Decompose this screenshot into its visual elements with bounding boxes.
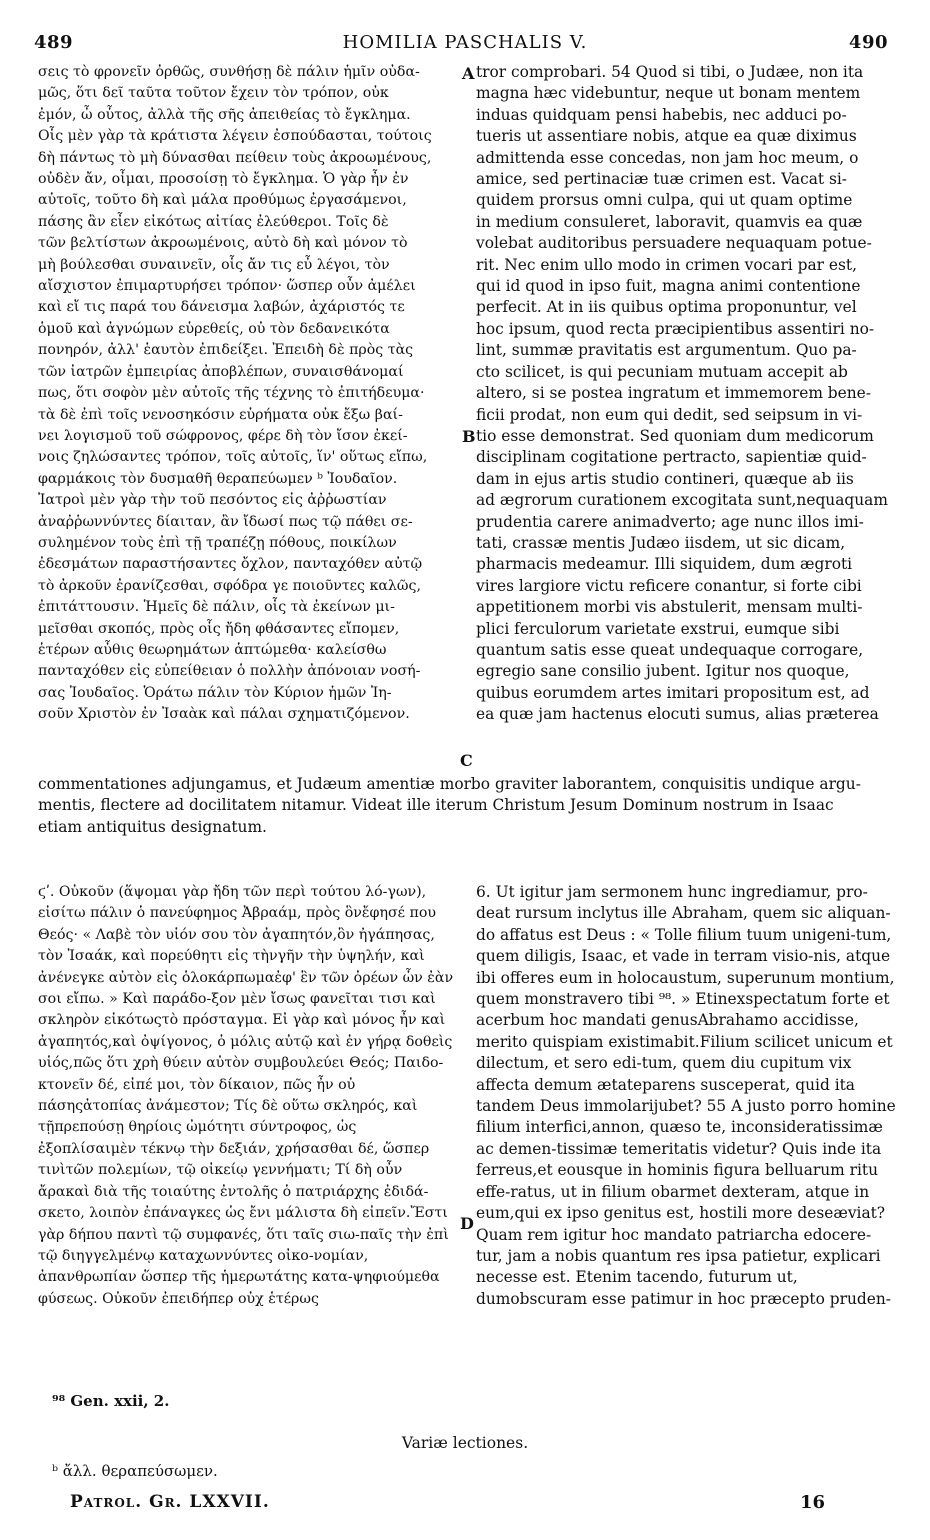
greek-line: νοις ζηλώσαντες τρόπον, τοῖς αὐτοῖς, ἵν' οὕτως εἴπω, <box>38 449 428 466</box>
latin-line: egregio sane consilio jubent. Igitur nos quoque, <box>476 662 850 681</box>
latin-line: parens susceperat, quid ita tandem Deus immolari <box>476 1075 855 1116</box>
greek-line: Οἷς μὲν γὰρ τὰ κράτιστα λέγειν ἐσπούδασται, τούτοις <box>38 128 432 145</box>
latin-line: pharmacis medeamur. Illi siquidem, dum ægroti <box>476 555 853 574</box>
greek-line: Ἔστι γὰρ δήπου παντὶ τῷ συμφανές, ὅτι ταῖς σιω- <box>38 1205 448 1243</box>
greek-line: πρεπούσῃ θηρίοις ὠμότητι σύντροφος, ὡς ἐξοπλίσαι <box>38 1119 357 1157</box>
latin-line: perfecit. At in iis quibus optima proponuntur, vel <box>476 298 857 317</box>
greek-line: πῶς ὅτι χρὴ θύειν αὐτὸν συμβουλεύει Θεός; Παιδο- <box>73 1055 444 1072</box>
latin-line: tissimæ temeritatis videtur? Quis inde ita ferreus, <box>476 1139 882 1180</box>
latin-line: dam in ejus artis studio contineri, quæque ab iis <box>476 469 854 488</box>
latin-line: unum montium, quem monstravero tibi ⁹⁸. » Et <box>476 968 895 1009</box>
margin-letter-d: D <box>460 1214 474 1233</box>
latin-line: Abrahamo accidisse, merito quispiam existimabit. <box>476 1011 859 1051</box>
greek-line: μῶς, ὅτι δεῖ ταῦτα τοῦτον ἔχειν τὸν τρόπον, οὐκ <box>38 85 389 102</box>
greek-line: σεις τὸ φρονεῖν ὀρθῶς, συνθήσῃ δὲ πάλιν ἡμῖν οὐδα- <box>38 64 420 80</box>
greek-line: φαρμάκοις τὸν δυσμαθῆ θεραπεύωμεν ᵇ Ἰουδαῖον. <box>38 470 398 487</box>
latin-line: plici ferculorum varietate exstrui, eumque sibi <box>476 619 840 638</box>
latin-line: lint, summæ pravitatis est argumentum. Quo pa- <box>476 341 857 360</box>
latin-column-bottom <box>476 882 896 1310</box>
greek-line: ἐμόν, ὦ οὗτος, ἀλλὰ τῆς σῆς ἀπειθείας τὸ ἔγκλημα. <box>38 106 411 123</box>
latin-line: cto scilicet, is qui pecuniam mutuam accepit ab <box>476 362 848 381</box>
greek-column-bottom <box>38 882 458 1310</box>
greek-line: οὐδὲν ἄν, οἶμαι, προσοίσῃ τὸ ἔγκλημα. Ὁ γὰρ ἦν ἐν <box>38 171 409 188</box>
greek-line: σκετο, λοιπὸν ἐπάναγκες ὡς ἔνι μάλιστα δὴ εἰπεῖν. <box>38 1205 411 1222</box>
greek-line: αὐτοῖς, τοῦτο δὴ καὶ μάλα προθύμως ἐργασάμενοι, <box>38 192 407 209</box>
greek-line: ἀναῤῥωννύντες δίαιταν, ἂν ἴδωσί πως τῷ πάθει σε- <box>38 513 413 530</box>
greek-line: καὶ ὀψίγονος, ὁ μόλις αὐτῷ καὶ ἐν γήρᾳ δοθεὶς υἱός, <box>38 1033 453 1072</box>
latin-line: ficii prodat, non eum qui dedit, sed seipsum in vi- <box>476 405 863 424</box>
page-number-right: 490 <box>848 32 888 53</box>
series-signature: Patrol. Gr. LXXVII. <box>70 1492 270 1512</box>
latin-line: tueris ut assentiare nobis, atque ea quæ diximus <box>476 127 857 146</box>
greek-line: γων), εἰσίτω πάλιν ὁ πανεύφημος Ἀβραάμ, πρὸς ὃν <box>38 884 427 922</box>
greek-line: πάσης ἂν εἶεν εἰκότως αἰτίας ἐλεύθεροι. Τοῖς δὲ <box>38 213 389 230</box>
latin-line: quidem prorsus omni culpa, qui ut quam optime <box>476 191 853 210</box>
latin-line: in medium consuleret, laboravit, quamvis ea quæ <box>476 212 863 231</box>
greek-line: μὴ βούλεσθαι συναινεῖν, οἷς ἄν τις εὖ λέγοι, τὸν <box>38 256 390 273</box>
variae-lectiones-heading: Variæ lectiones. <box>401 1434 529 1452</box>
latin-line: quibus eorumdem artes imitari propositum est, ad <box>476 683 870 702</box>
greek-line: ἀτοπίας ἀνάμεστον; Τίς δὲ οὕτω σκληρός, καὶ τῇ <box>38 1098 418 1136</box>
variant-note: ᵇ ἄλλ. θεραπεύσωμεν. <box>52 1462 218 1480</box>
latin-line: nis, atque ibi offeres eum in holocaustum, super <box>476 947 891 987</box>
latin-line: Filium scilicet unicum et dilectum, et sero edi- <box>476 1032 893 1073</box>
full-width-line: mentis, flectere ad docilitatem nitamur. Videat ille iterum Christum Jesum Dominum nostrum in Isaac <box>38 796 834 815</box>
latin-line: tum, quem diu cupitum vix affecta demum ætate <box>476 1054 852 1094</box>
latin-line: induas quidquam pensi habebis, nec adduci po- <box>476 105 847 124</box>
latin-line: rit. Nec enim ullo modo in crimen vocari par est, <box>476 255 857 274</box>
gathering-number: 16 <box>800 1492 826 1513</box>
greek-line: μεῖσθαι σκοπός, πρὸς οἷς ἤδη φθάσαντες εἴπομεν, <box>38 620 400 637</box>
latin-line: hoc ipsum, quod recta præcipientibus assentiri no- <box>476 319 875 338</box>
greek-line: παῖς τὴν ἐπὶ τῷ διηγγελμένῳ καταχωννύντες οἰκο- <box>38 1226 449 1264</box>
greek-line: καὶ εἴ τις παρά του δάνεισμα λαβών, ἀχάριστός τε <box>38 299 405 316</box>
latin-line: tror comprobari. 54 Quod si tibi, o Judæe, non ita <box>476 63 864 81</box>
latin-line: volebat auditoribus persuadere nequaquam potue- <box>476 234 872 253</box>
latin-line: inexspectatum forte et acerbum hoc mandati genus <box>476 990 890 1030</box>
latin-line: tur, jam a nobis quantum res ipsa patietur, expli <box>476 1246 851 1265</box>
latin-line: 6. Ut igitur jam sermonem hunc ingrediamur, pro- <box>476 883 868 901</box>
greek-line: τῶν ἰατρῶν ἐμπειρίας ἀποβλέπων, συναισθάνομαί <box>38 363 404 380</box>
greek-line: μὲν τέκνῳ τὴν δεξιάν, χρήσασθαι δέ, ὥσπερ τινὶ <box>38 1140 430 1179</box>
latin-column-top <box>476 62 896 726</box>
greek-line: νομίαν, ἀπανθρωπίαν ὥσπερ τῆς ἡμερωτάτης κατα- <box>38 1247 369 1286</box>
greek-line: πανταχόθεν εἰς εὐπείθειαν ὁ πολλὴν ἀπόνοιαν νοσή- <box>38 663 421 680</box>
latin-line: et eousque in hominis figura belluarum ritu effe- <box>476 1161 879 1201</box>
latin-line: ratus, ut in filium obarmet dexteram, atque in eum, <box>476 1182 870 1223</box>
latin-line: qui ex ipso genitus est, hostili more deseæviat? <box>514 1204 886 1223</box>
latin-line: Quam rem igitur hoc mandato patriarcha edocere- <box>476 1225 872 1244</box>
page-number-left: 489 <box>34 32 74 53</box>
latin-line: vires largiore victu reficere conantur, si forte cibi <box>476 576 862 595</box>
greek-line: σας Ἰουδαῖος. Ὁράτω πάλιν τὸν Κύριον ἡμῶν Ἰη- <box>38 684 392 701</box>
greek-line: σοῦν Χριστὸν ἐν Ἰσαὰκ καὶ πάλαι σχηματιζόμενον. <box>38 706 410 723</box>
latin-line: prudentia carere animadverto; age nunc illos imi- <box>476 512 864 531</box>
latin-line: qui id quod in ipso fuit, magna animi contentione <box>476 277 861 296</box>
greek-line: ὃν ἠγάπησας, τὸν Ἰσαάκ, καὶ πορεύθητι εἰς τὴν <box>38 926 435 965</box>
latin-line: ad ægrorum curationem excogitata sunt,nequaquam <box>476 491 888 510</box>
greek-line: νει λογισμοῦ τοῦ σώφρονος, φέρε δὴ τὸν ἴσον ἐκεί- <box>38 427 408 444</box>
margin-letter-c: C <box>460 751 473 770</box>
greek-line: κτονεῖν δέ, εἰπέ μοι, τὸν δίκαιον, πῶς ἦν οὐ πάσης <box>38 1076 356 1115</box>
full-width-paragraph <box>38 774 894 838</box>
greek-line: ψηφιούμεθα φύσεως. Οὐκοῦν ἐπειδήπερ οὐχ ἑτέρως <box>38 1269 440 1307</box>
full-width-line: commentationes adjungamus, et Judæum amentiæ morbo graviter laborantem, conquisitis undique argu- <box>38 775 861 793</box>
latin-line: obscuram esse patimur in hoc præcepto pruden- <box>510 1289 891 1308</box>
latin-line: altero, si se postea ingratum et immemorem bene- <box>476 384 871 403</box>
full-width-line: etiam antiquitus designatum. <box>38 817 267 836</box>
greek-line: ϛʹ. Οὐκοῦν (ἅψομαι γὰρ ἤδη τῶν περὶ τούτου λό- <box>38 884 388 900</box>
greek-line: πονηρόν, ἀλλ' ἑαυτὸν ἐπιδείξει. Ἐπειδὴ δὲ πρὸς τὰς <box>38 342 414 359</box>
latin-line: quantum satis esse queat undequaque corrogare, <box>476 640 864 659</box>
latin-line: deat rursum inclytus ille Abraham, quem sic aliquan- <box>476 904 891 923</box>
latin-line: disciplinam cogitatione pertracto, sapientiæ quid- <box>476 448 867 467</box>
latin-line: tio esse demonstrat. Sed quoniam dum medicorum <box>476 426 874 445</box>
greek-line: δὴ πάντως τὸ μὴ δύνασθαι πείθειν τοὺς ἀκροωμένους, <box>38 149 432 166</box>
latin-line: admittenda esse concedas, non jam hoc meum, o <box>476 148 859 167</box>
footnote: ⁹⁸ Gen. xxii, 2. <box>52 1392 170 1410</box>
greek-line: τῶν βελτίστων ἀκροωμένοις, αὐτὸ δὴ καὶ μόνον τὸ <box>38 235 408 252</box>
latin-line: amice, sed pertinaciæ tuæ crimen est. Vacat si- <box>476 170 847 189</box>
greek-line: ἐφ' ἓν τῶν ὀρέων ὧν ἐὰν σοι εἴπω. » Καὶ παράδο- <box>38 969 454 1008</box>
greek-line: ξον μὲν ἴσως φανεῖται τισι καὶ σκληρὸν εἰκότως <box>38 991 436 1029</box>
latin-line: jubet? 55 A justo porro homine filium interfici, <box>476 1097 896 1137</box>
greek-line: ὁμοῦ καὶ ἀγνώμων εὑρεθείς, οὐ τὸν δεδανεικότα <box>38 320 390 337</box>
greek-line: τὸ ἀρκοῦν ἐρανίζεσθαι, σφόδρα γε ποιοῦντες καλῶς, <box>38 577 421 594</box>
latin-line: tati, crassæ mentis Judæo iisdem, ut sic dicam, <box>476 533 846 552</box>
greek-line: πως, ὅτι σοφὸν μὲν αὐτοῖς τῆς τέχνης τὸ ἐπιτήδευμα· <box>38 385 425 402</box>
latin-line: cari necesse est. Etenim tacendo, futurum ut, dum <box>476 1246 881 1308</box>
greek-line: καὶ διὰ τῆς τοιαύτης ἐντολῆς ὁ πατριάρχης ἐδιδά- <box>65 1183 429 1200</box>
greek-line: ἐδεσμάτων παραστήσαντες ὄχλον, πανταχόθεν αὐτῷ <box>38 556 423 573</box>
greek-line: γῆν τὴν ὑψηλήν, καὶ ἀνένεγκε αὐτὸν εἰς ὁλοκάρπωμα <box>38 948 425 986</box>
greek-line: ἑτέρων αὖθις θεωρημάτων ἁπτώμεθα· καλείσθω <box>38 641 387 658</box>
margin-letter-b: B <box>462 427 476 446</box>
greek-line: τὰ δὲ ἐπὶ τοῖς νενοσηκόσιν εὑρήματα οὐκ ἔξω βαί- <box>38 406 403 423</box>
latin-line: appetitionem morbi vis abstulerit, mensam multi- <box>476 598 863 617</box>
greek-line: αἴσχιστον ἐπιμαρτυρήσει τρόπον· ὥσπερ οὖν ἀμέλει <box>38 278 416 295</box>
greek-line: ἔφησέ που Θεός· « Λαβὲ τὸν υἱόν σου τὸν ἀγαπητόν, <box>38 905 437 943</box>
greek-line: ἐπιτάττουσιν. Ἡμεῖς δὲ πάλιν, οἷς τὰ ἐκείνων μι- <box>38 599 395 616</box>
margin-letter-a: A <box>462 64 475 83</box>
greek-column-top <box>38 62 458 726</box>
greek-line: συλημένον τοὺς ἐπὶ τῇ τραπέζῃ πόθους, ποικίλων <box>38 534 397 551</box>
latin-line: annon, quæso te, inconsideratissimæ ac demen- <box>476 1118 883 1158</box>
latin-line: ea quæ jam hactenus elocuti sumus, alias præterea <box>476 705 879 724</box>
greek-line: Ἰατροὶ μὲν γὰρ τὴν τοῦ πεσόντος εἰς ἀῤῥωστίαν <box>38 492 387 509</box>
latin-line: do affatus est Deus : « Tolle filium tuum unigeni- <box>476 925 856 944</box>
running-title: HOMILIA PASCHALIS V. <box>342 32 588 53</box>
greek-line: τὸ πρόσταγμα. Εἰ γὰρ καὶ μόνος ἦν καὶ ἀγαπητός, <box>38 1012 446 1050</box>
greek-line: τῶν πολεμίων, τῷ οἰκείῳ γεννήματι; Τί δὴ οὖν ἄρα <box>38 1162 403 1200</box>
latin-line: tum, quem diligis, Isaac, et vade in terram visio- <box>476 925 892 966</box>
latin-line: magna hæc videbuntur, neque ut bonam mentem <box>476 84 861 103</box>
